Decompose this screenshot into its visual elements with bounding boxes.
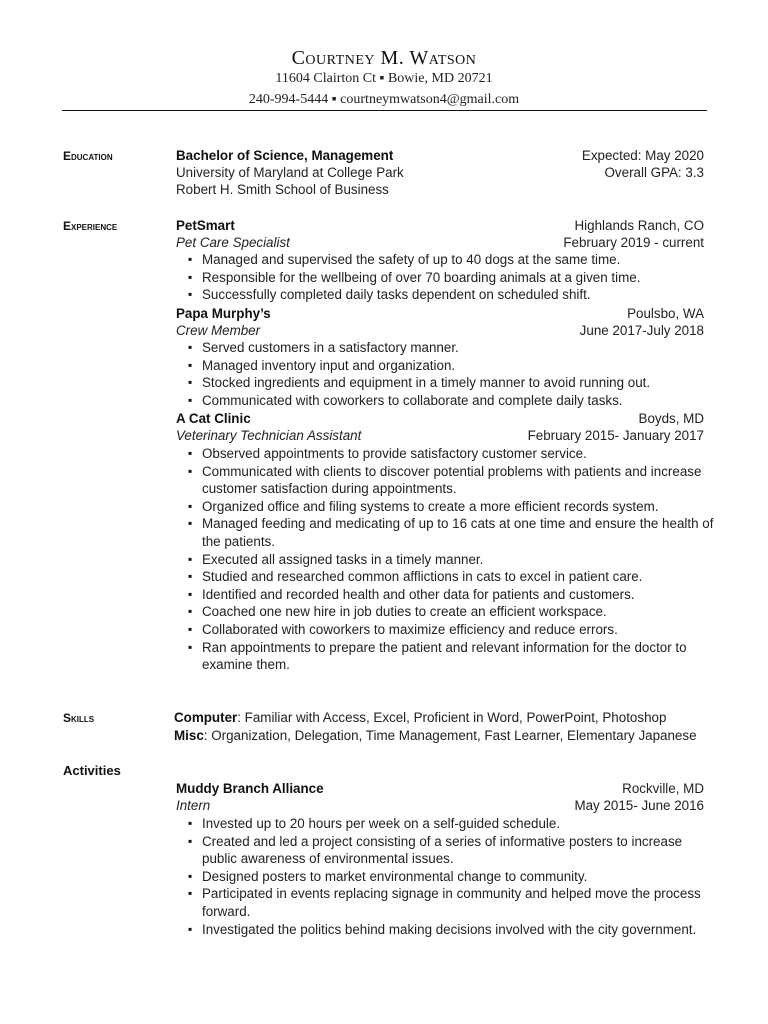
activities-label: Activities	[63, 763, 121, 778]
job-title: Crew Member	[176, 323, 261, 338]
list-item: ▪ Served customers in a satisfactory manner.	[176, 339, 716, 357]
degree: Bachelor of Science, Management	[176, 148, 394, 163]
list-item: ▪ Invested up to 20 hours per week on a self-guided schedule.	[176, 815, 716, 833]
skill-key: Misc	[174, 728, 204, 743]
list-item: ▪ Managed inventory input and organization.	[176, 357, 716, 375]
job-org: PetSmart	[176, 218, 235, 233]
list-item: ▪ Responsible for the wellbeing of over 70 boarding animals at a given time.	[176, 269, 716, 287]
job-title: Pet Care Specialist	[176, 235, 290, 250]
job-location: Highlands Ranch, CO	[574, 218, 704, 233]
list-item: ▪ Executed all assigned tasks in a timely manner.	[176, 551, 716, 569]
list-item: ▪ Organized office and filing systems to create a more efficient records system.	[176, 498, 716, 516]
list-item: ▪ Coached one new hire in job duties to create an efficient workspace.	[176, 603, 716, 621]
activity-org: Muddy Branch Alliance	[176, 781, 324, 796]
list-item: ▪ Ran appointments to prepare the patient and relevant information for the doctor to examine them.	[176, 639, 716, 674]
header-divider	[62, 110, 707, 111]
skill-text: : Familiar with Access, Excel, Proficient in Word, PowerPoint, Photoshop	[237, 710, 667, 725]
list-item: ▪ Communicated with coworkers to collaborate and complete daily tasks.	[176, 392, 716, 410]
list-item: ▪ Designed posters to market environmental change to community.	[176, 868, 716, 886]
school: Robert H. Smith School of Business	[176, 182, 389, 197]
job-org: Papa Murphy’s	[176, 306, 271, 321]
job-bullets	[176, 339, 716, 409]
job-title: Veterinary Technician Assistant	[176, 428, 362, 443]
activity-dates: May 2015- June 2016	[574, 798, 704, 813]
job-bullets	[176, 251, 716, 304]
resume-name: Courtney M. Watson	[291, 47, 477, 69]
education-label: Education	[63, 149, 113, 163]
skill-computer	[174, 709, 704, 727]
address: 11604 Clairton Ct ▪ Bowie, MD 20721	[275, 71, 493, 86]
gpa: Overall GPA: 3.3	[604, 165, 704, 180]
job-org: A Cat Clinic	[176, 411, 251, 426]
expected-date: Expected: May 2020	[581, 148, 704, 163]
experience-label: Experience	[63, 219, 118, 233]
skill-misc	[174, 727, 704, 745]
list-item: ▪ Managed feeding and medicating of up to 16 cats at one time and ensure the health of the patients.	[176, 515, 716, 550]
skill-key: Computer	[174, 710, 238, 725]
list-item: ▪ Communicated with clients to discover potential problems with patients and increase customer satisfaction during appointments.	[176, 463, 716, 498]
job-location: Poulsbo, WA	[627, 306, 704, 321]
list-item: ▪ Studied and researched common afflictions in cats to excel in patient care.	[176, 568, 716, 586]
list-item: ▪ Stocked ingredients and equipment in a timely manner to avoid running out.	[176, 374, 716, 392]
job-dates: February 2019 - current	[563, 235, 704, 250]
list-item: ▪ Successfully completed daily tasks dependent on scheduled shift.	[176, 286, 716, 304]
activity-bullets	[176, 815, 716, 938]
list-item: ▪ Identified and recorded health and other data for patients and customers.	[176, 586, 716, 604]
activity-location: Rockville, MD	[622, 781, 704, 796]
job-dates: February 2015- January 2017	[527, 428, 704, 443]
list-item: ▪ Participated in events replacing signage in community and helped move the process forward.	[176, 885, 716, 920]
list-item: ▪ Observed appointments to provide satisfactory customer service.	[176, 445, 716, 463]
skills-label: Skills	[63, 711, 95, 725]
job-dates: June 2017-July 2018	[579, 323, 704, 338]
phone-email: 240-994-5444 ▪ courtneymwatson4@gmail.com	[248, 92, 520, 107]
job-location: Boyds, MD	[638, 411, 704, 426]
list-item: ▪ Investigated the politics behind making decisions involved with the city government.	[176, 921, 716, 939]
skill-text: : Organization, Delegation, Time Management, Fast Learner, Elementary Japanese	[203, 728, 697, 743]
skill-misc-wrap	[174, 727, 704, 745]
activity-title: Intern	[176, 798, 211, 813]
list-item: ▪ Managed and supervised the safety of up to 40 dogs at the same time.	[176, 251, 716, 269]
list-item: ▪ Created and led a project consisting of a series of informative posters to increase public awareness of environmental issues.	[176, 833, 716, 868]
list-item: ▪ Collaborated with coworkers to maximize efficiency and reduce errors.	[176, 621, 716, 639]
job-bullets	[176, 445, 716, 674]
university: University of Maryland at College Park	[176, 165, 404, 180]
